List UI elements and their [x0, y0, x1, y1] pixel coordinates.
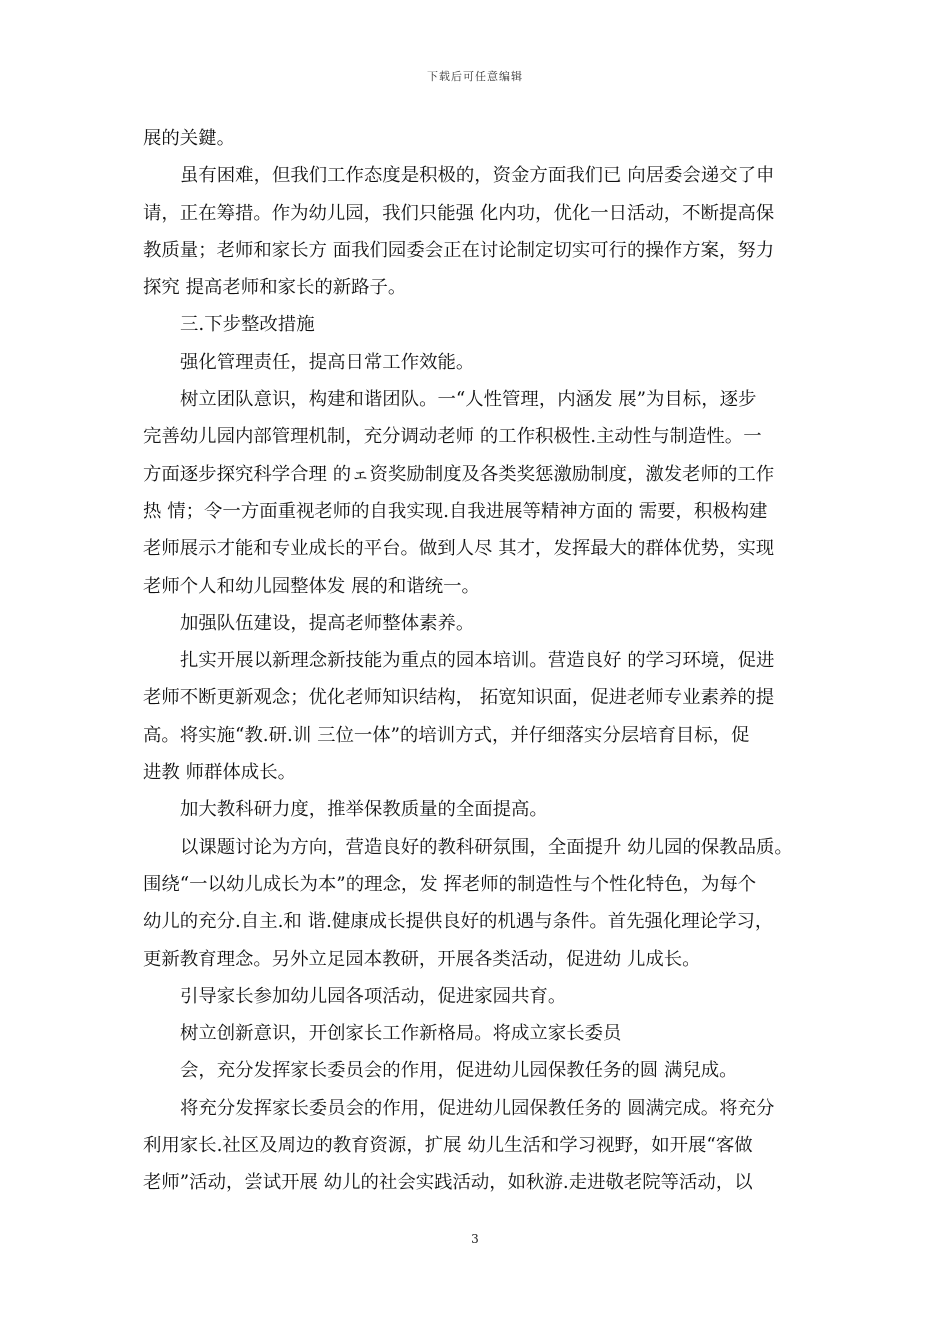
text-line: 展的关鍵。: [143, 128, 235, 149]
text-line: 围绕“一以幼儿成长为本”的理念，发 挥老师的制造性与个性化特色，为每个: [143, 873, 757, 895]
text-line: 老师不断更新观念；优化老师知识结构， 拓宽知识面，促进老师专业素养的提: [143, 687, 775, 709]
text-line: 教质量；老师和家长方 面我们园委会正在讨论制定切实可行的操作方案，努力: [143, 239, 775, 261]
page-header: 下载后可任意编辑: [427, 70, 523, 83]
text-line: 老师展示才能和专业成长的平台。做到人尽 其才，发挥最大的群体优势，实现: [143, 538, 775, 560]
text-line: 老师个人和幼儿园整体发 展的和谐统一。: [143, 575, 480, 597]
text-line: 老师”活动，尝试开展 幼儿的社会实践活动，如秋游.走进敬老院等活动，以: [143, 1172, 753, 1194]
page-number: 3: [471, 1232, 479, 1246]
text-line: 会，充分发挥家长委员会的作用，促进幼儿园保教任务的圆 满兒成。: [180, 1060, 738, 1082]
subheading: 加强队伍建设，提高老师整体素养。: [180, 612, 475, 634]
document-body: [143, 120, 808, 1202]
text-line: 将充分发挥家长委员会的作用，促进幼儿园保教任务的 圆满完成。将充分: [180, 1097, 775, 1119]
text-line: 树立团队意识，构建和谐团队。一“人性管理，内涵发 展”为目标，逐步: [180, 389, 757, 411]
text-line: 热 情；令一方面重视老师的自我实现.自我进展等精神方面的 需要，积极构建: [143, 500, 768, 522]
subheading: 强化管理责任，提高日常工作效能。: [180, 351, 475, 373]
text-line: 以课题讨论为方向，营造良好的教科研氛围，全面提升 幼儿园的保教品质。: [180, 836, 793, 858]
text-line: 更新教育理念。另外立足园本教研，开展各类活动，促进幼 儿成长。: [143, 948, 701, 970]
text-line: 幼儿的充分.自主.和 谐.健康成长提供良好的机遇与条件。首先强化理论学习，: [143, 911, 774, 933]
text-line: 虽有困难，但我们工作态度是积极的，资金方面我们已 向居委会递交了申: [180, 165, 775, 187]
text-line: 扎实开展以新理念新技能为重点的园本培训。营造良好 的学习环境，促进: [180, 650, 775, 672]
text-line: 方面逐步探究科学合理 的ェ资奖励制度及各类奖惩激励制度，激发老师的工作: [143, 463, 775, 485]
text-line: 利用家长.社区及周边的教育资源，扩展 幼儿生活和学习视野，如开展“客做: [143, 1135, 753, 1157]
text-line: 探究 提高老师和家长的新路子。: [143, 277, 407, 299]
text-line: 高。将实施“教.研.训 三位一体”的培训方式，并仔细落实分层培育目标，促: [143, 724, 750, 746]
text-line: 树立创新意识，开创家长工作新格局。将成立家长委员: [180, 1023, 622, 1045]
subheading: 加大教科研力度，推举保教质量的全面提高。: [180, 799, 548, 821]
section-heading: 三.下步整改措施: [180, 314, 315, 336]
text-line: 进教 师群体成长。: [143, 762, 296, 784]
subheading: 引导家长参加幼儿园各项活动，促进家园共育。: [180, 985, 567, 1007]
text-line: 请，正在筹措。作为幼儿园，我们只能强 化内功，优化一日活动，不断提高保: [143, 202, 775, 224]
text-line: 完善幼儿园内部管理机制，充分调动老师 的工作积极性.主动性与制造性。一: [143, 426, 762, 448]
